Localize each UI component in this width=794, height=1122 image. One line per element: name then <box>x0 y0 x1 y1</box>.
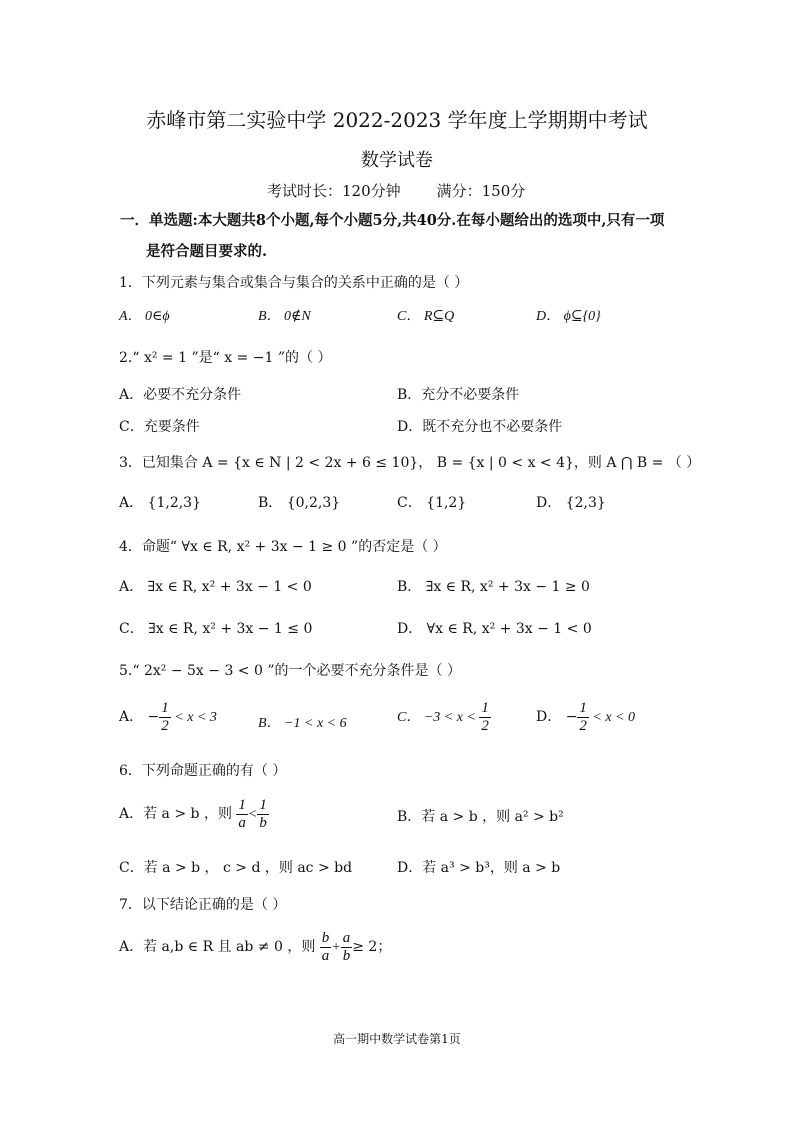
q6-option-b: B．若 a > b ，则 a² > b² <box>397 809 564 825</box>
q1-stem: 1．下列元素与集合或集合与集合的关系中正确的是（ ） <box>119 275 469 291</box>
q2-stem: 2.“ x² = 1 ”是“ x = −1 ”的（ ） <box>119 350 332 366</box>
section-heading-line2: 是符合题目要求的. <box>146 243 268 260</box>
q6-a-prefix: A．若 a > b ，则 <box>119 806 237 822</box>
q1-option-a: A． 0∈ϕ <box>119 309 170 324</box>
q4-option-a: A． ∃x ∈ R, x² + 3x − 1 < 0 <box>119 579 312 595</box>
q5-option-d <box>536 700 635 734</box>
q4-option-b: B． ∃x ∈ R, x² + 3x − 1 ≥ 0 <box>397 579 590 595</box>
q3-option-d: D． {2,3} <box>536 495 606 511</box>
q6-a-operator: < <box>247 807 258 822</box>
q6-a-denominator-1: a <box>238 814 246 831</box>
q5-option-a <box>119 700 217 734</box>
q6-option-d: D．若 a³ > b³，则 a > b <box>397 860 561 876</box>
q7-a-numerator-1: b <box>321 930 330 946</box>
q3-option-b: B． {0,2,3} <box>258 495 341 511</box>
q2-option-d: D．既不充分也不必要条件 <box>397 419 563 435</box>
q5-c-numerator: 1 <box>481 700 489 716</box>
q4-option-c: C． ∃x ∈ R, x² + 3x − 1 ≤ 0 <box>119 621 313 637</box>
q2-option-a: A．必要不充分条件 <box>119 387 242 403</box>
q5-c-denominator: 2 <box>481 717 489 734</box>
q5-d-fraction <box>577 700 589 734</box>
q2-option-b: B．充分不必要条件 <box>397 387 520 403</box>
exam-score: 满分：150分 <box>436 182 526 200</box>
q5-option-b: B． −1 < x < 6 <box>258 716 347 731</box>
q5-a-numerator: 1 <box>161 700 169 716</box>
q7-a-fraction-1 <box>320 930 332 964</box>
q7-a-denominator-2: b <box>342 947 351 964</box>
page-footer: 高一期中数学试卷第1页 <box>333 1032 461 1046</box>
q5-d-suffix: < x < 0 <box>588 710 636 725</box>
exam-title: 赤峰市第二实验中学 2022-2023 学年度上学期期中考试 <box>146 108 648 132</box>
q5-d-prefix: D． − <box>536 709 578 725</box>
q7-stem: 7．以下结论正确的是（ ） <box>119 897 287 913</box>
q5-a-prefix: A． − <box>119 709 160 725</box>
q6-a-numerator-1: 1 <box>238 797 246 813</box>
q7-a-fraction-2 <box>341 930 353 964</box>
exam-subtitle: 数学试卷 <box>361 150 433 171</box>
q4-option-d: D． ∀x ∈ R, x² + 3x − 1 < 0 <box>397 621 592 637</box>
q5-d-numerator: 1 <box>579 700 587 716</box>
q6-a-fraction-2 <box>257 797 269 831</box>
q5-d-denominator: 2 <box>579 717 587 734</box>
section-heading-line1: 一．单选题:本大题共8个小题,每个小题5分,共40分.在每小题给出的选项中,只有一项 <box>120 212 665 229</box>
q5-a-fraction <box>159 700 171 734</box>
q5-a-suffix: < x < 3 <box>170 710 217 725</box>
q5-c-fraction <box>479 700 491 734</box>
q7-option-a <box>119 930 391 964</box>
q3-option-c: C． {1,2} <box>397 495 467 511</box>
q6-option-c: C．若 a > b ， c > d ，则 ac > bd <box>119 860 353 876</box>
q6-a-denominator-2: b <box>259 814 267 831</box>
q4-stem: 4．命题“ ∀x ∈ R, x² + 3x − 1 ≥ 0 ”的否定是（ ） <box>119 539 447 555</box>
q3-stem: 3．已知集合 A = {x ∈ N | 2 < 2x + 6 ≤ 10}， B = {x | 0 < x < 4}，则 A ⋂ B = （ ） <box>119 455 701 471</box>
q5-c-prefix: C． −3 < x < <box>397 710 480 725</box>
q7-a-denominator-1: a <box>321 947 330 964</box>
q5-option-c <box>397 700 491 734</box>
q6-stem: 6．下列命题正确的有（ ） <box>119 763 287 779</box>
exam-info <box>267 180 525 201</box>
q5-a-denominator: 2 <box>161 717 169 734</box>
q3-option-a: A． {1,2,3} <box>119 495 201 511</box>
q7-a-prefix: A．若 a,b ∈ R 且 ab ≠ 0 ，则 <box>119 939 320 955</box>
q1-option-d: D． ϕ⊆{0} <box>536 309 601 324</box>
q6-option-a <box>119 797 269 831</box>
q5-stem: 5.“ 2x² − 5x − 3 < 0 ”的一个必要不充分条件是（ ） <box>119 663 461 679</box>
q2-option-c: C．充要条件 <box>119 419 200 435</box>
q7-a-operator: + <box>331 940 341 955</box>
q1-option-c: C． R⊆Q <box>397 309 455 324</box>
exam-duration: 考试时长：120分钟 <box>267 182 401 200</box>
q6-a-numerator-2: 1 <box>259 797 267 813</box>
q1-option-b: B． 0∉N <box>258 309 311 324</box>
q7-a-numerator-2: a <box>342 930 351 946</box>
q7-a-suffix: ≥ 2； <box>352 939 392 955</box>
q6-a-fraction-1 <box>236 797 248 831</box>
